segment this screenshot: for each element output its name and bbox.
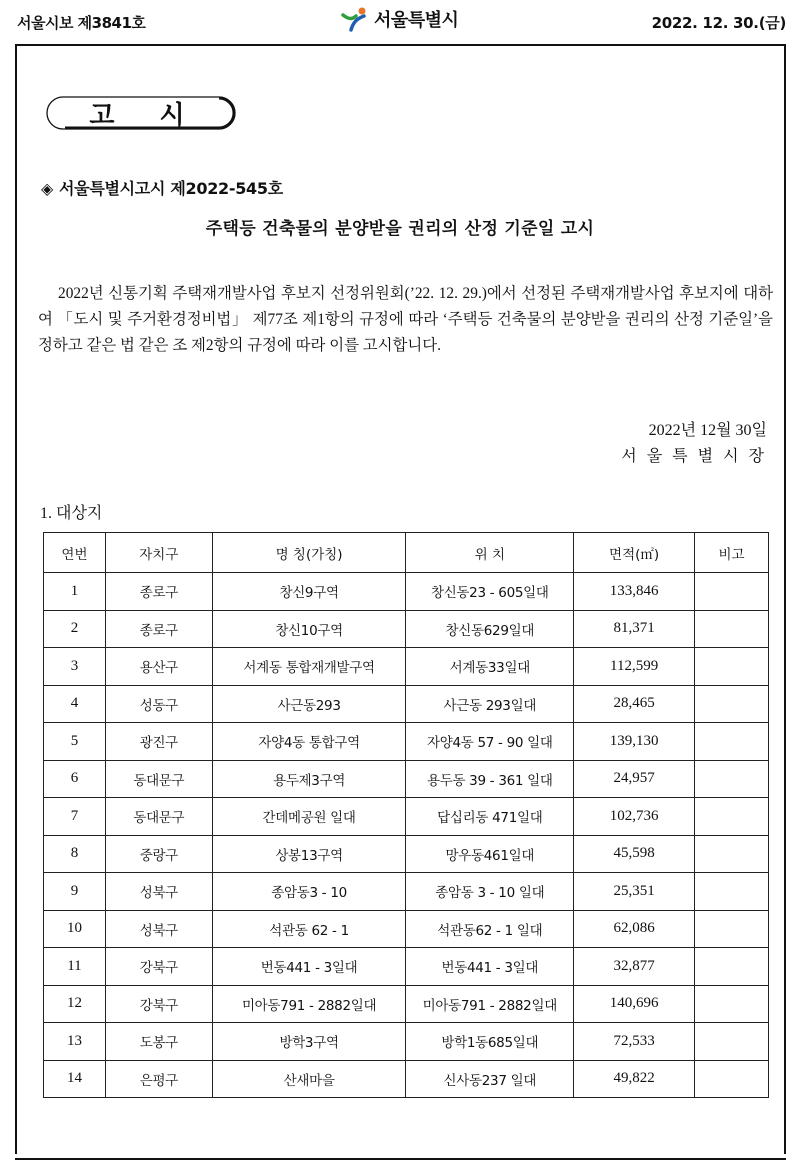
section-title: 1. 대상지 [40,505,103,522]
cell-location: 석관동62 - 1 일대 [406,910,574,948]
cell-area: 81,371 [574,610,695,648]
cell-location: 번동441 - 3일대 [406,948,574,986]
cell-area: 72,533 [574,1023,695,1061]
cell-area: 139,130 [574,723,695,761]
cell-district: 성북구 [105,910,212,948]
cell-name: 사근동293 [212,685,406,723]
table-row [44,910,769,948]
cell-remarks [695,1060,769,1098]
cell-name: 미아동791 - 2882일대 [212,985,406,1023]
table-row [44,985,769,1023]
notice-number-text: 서울특별시고시 제2022-545호 [59,179,283,198]
cell-district: 종로구 [105,573,212,611]
cell-remarks [695,948,769,986]
notice-title: 주택등 건축물의 분양받을 권리의 산정 기준일 고시 [205,219,595,239]
column-header-remarks: 비고 [695,533,769,573]
cell-area: 24,957 [574,760,695,798]
cell-remarks [695,985,769,1023]
table-row [44,873,769,911]
column-header-area: 면적(㎡) [574,533,695,573]
seoul-logo-icon [340,6,370,32]
cell-area: 62,086 [574,910,695,948]
seoul-logo [340,6,458,32]
cell-area: 32,877 [574,948,695,986]
cell-name: 용두제3구역 [212,760,406,798]
column-header-number: 연번 [44,533,106,573]
cell-number: 8 [44,835,106,873]
cell-remarks [695,573,769,611]
gazette-date: 2022. 12. 30.(금) [651,14,786,32]
cell-name: 간데메공원 일대 [212,798,406,836]
table-row [44,1023,769,1061]
frame-bottom-border [15,1158,786,1160]
page-header [0,0,800,40]
cell-name: 서계동 통합재개발구역 [212,648,406,686]
cell-remarks [695,648,769,686]
cell-district: 강북구 [105,948,212,986]
notice-tab [41,93,237,133]
cell-area: 133,846 [574,573,695,611]
cell-area: 49,822 [574,1060,695,1098]
cell-number: 14 [44,1060,106,1098]
cell-remarks [695,798,769,836]
notice-body-paragraph: 2022년 신통기획 주택재개발사업 후보지 선정위원회(’22. 12. 29.)에서 선정된 주택재개발사업 후보지에 대하여 「도시 및 주거환경정비법」 제77조 제1항의 규정에 따라 ‘주택등 건축물의 분양받을 권리의 산정 기준일’을 정하고 같은 법 같은 조 제2항의 규정에 따라 이를 고시합니다. [38,285,773,354]
cell-number: 6 [44,760,106,798]
notice-body [38,281,773,359]
cell-location: 창신동629일대 [406,610,574,648]
cell-district: 성동구 [105,685,212,723]
notice-signer: 서 울 특 별 시 장 [621,448,767,465]
column-header-location: 위 치 [406,533,574,573]
notice-tab-label: 고 시 [89,100,203,131]
cell-area: 140,696 [574,985,695,1023]
cell-name: 산새마을 [212,1060,406,1098]
table-row [44,573,769,611]
cell-number: 11 [44,948,106,986]
cell-area: 45,598 [574,835,695,873]
cell-remarks [695,873,769,911]
cell-district: 용산구 [105,648,212,686]
table-row [44,610,769,648]
cell-remarks [695,610,769,648]
cell-area: 25,351 [574,873,695,911]
cell-name: 상봉13구역 [212,835,406,873]
cell-area: 102,736 [574,798,695,836]
cell-district: 동대문구 [105,760,212,798]
cell-name: 석관동 62 - 1 [212,910,406,948]
cell-name: 종암동3 - 10 [212,873,406,911]
cell-name: 방학3구역 [212,1023,406,1061]
cell-remarks [695,910,769,948]
cell-area: 112,599 [574,648,695,686]
cell-district: 성북구 [105,873,212,911]
cell-location: 미아동791 - 2882일대 [406,985,574,1023]
gazette-issue: 서울시보 제3841호 [17,14,146,32]
target-sites-table [43,532,769,1098]
cell-location: 사근동 293일대 [406,685,574,723]
notice-number [41,176,283,199]
table-header-row [44,533,769,573]
cell-district: 중랑구 [105,835,212,873]
cell-district: 광진구 [105,723,212,761]
table-row [44,723,769,761]
notice-date: 2022년 12월 30일 [648,422,767,439]
table-row [44,1060,769,1098]
cell-number: 1 [44,573,106,611]
cell-location: 망우동461일대 [406,835,574,873]
table-row [44,760,769,798]
cell-remarks [695,685,769,723]
table-body [44,573,769,1098]
diamond-bullet-icon: ◈ [41,179,54,198]
cell-number: 10 [44,910,106,948]
cell-district: 도봉구 [105,1023,212,1061]
cell-number: 12 [44,985,106,1023]
cell-location: 창신동23 - 605일대 [406,573,574,611]
logo-text: 서울특별시 [374,10,459,31]
cell-number: 13 [44,1023,106,1061]
cell-location: 답십리동 471일대 [406,798,574,836]
cell-location: 신사동237 일대 [406,1060,574,1098]
table-row [44,948,769,986]
cell-district: 동대문구 [105,798,212,836]
cell-remarks [695,723,769,761]
cell-remarks [695,835,769,873]
cell-area: 28,465 [574,685,695,723]
cell-remarks [695,1023,769,1061]
cell-number: 5 [44,723,106,761]
cell-number: 2 [44,610,106,648]
cell-number: 3 [44,648,106,686]
cell-name: 창신9구역 [212,573,406,611]
table-row [44,648,769,686]
cell-remarks [695,760,769,798]
cell-location: 종암동 3 - 10 일대 [406,873,574,911]
table-row [44,798,769,836]
cell-location: 용두동 39 - 361 일대 [406,760,574,798]
cell-district: 은평구 [105,1060,212,1098]
column-header-name: 명 칭(가칭) [212,533,406,573]
cell-district: 강북구 [105,985,212,1023]
cell-name: 번동441 - 3일대 [212,948,406,986]
column-header-district: 자치구 [105,533,212,573]
cell-number: 4 [44,685,106,723]
cell-name: 자양4동 통합구역 [212,723,406,761]
cell-number: 9 [44,873,106,911]
cell-district: 종로구 [105,610,212,648]
cell-name: 창신10구역 [212,610,406,648]
table-row [44,685,769,723]
cell-location: 방학1동685일대 [406,1023,574,1061]
cell-location: 자양4동 57 - 90 일대 [406,723,574,761]
table-row [44,835,769,873]
cell-number: 7 [44,798,106,836]
cell-location: 서계동33일대 [406,648,574,686]
